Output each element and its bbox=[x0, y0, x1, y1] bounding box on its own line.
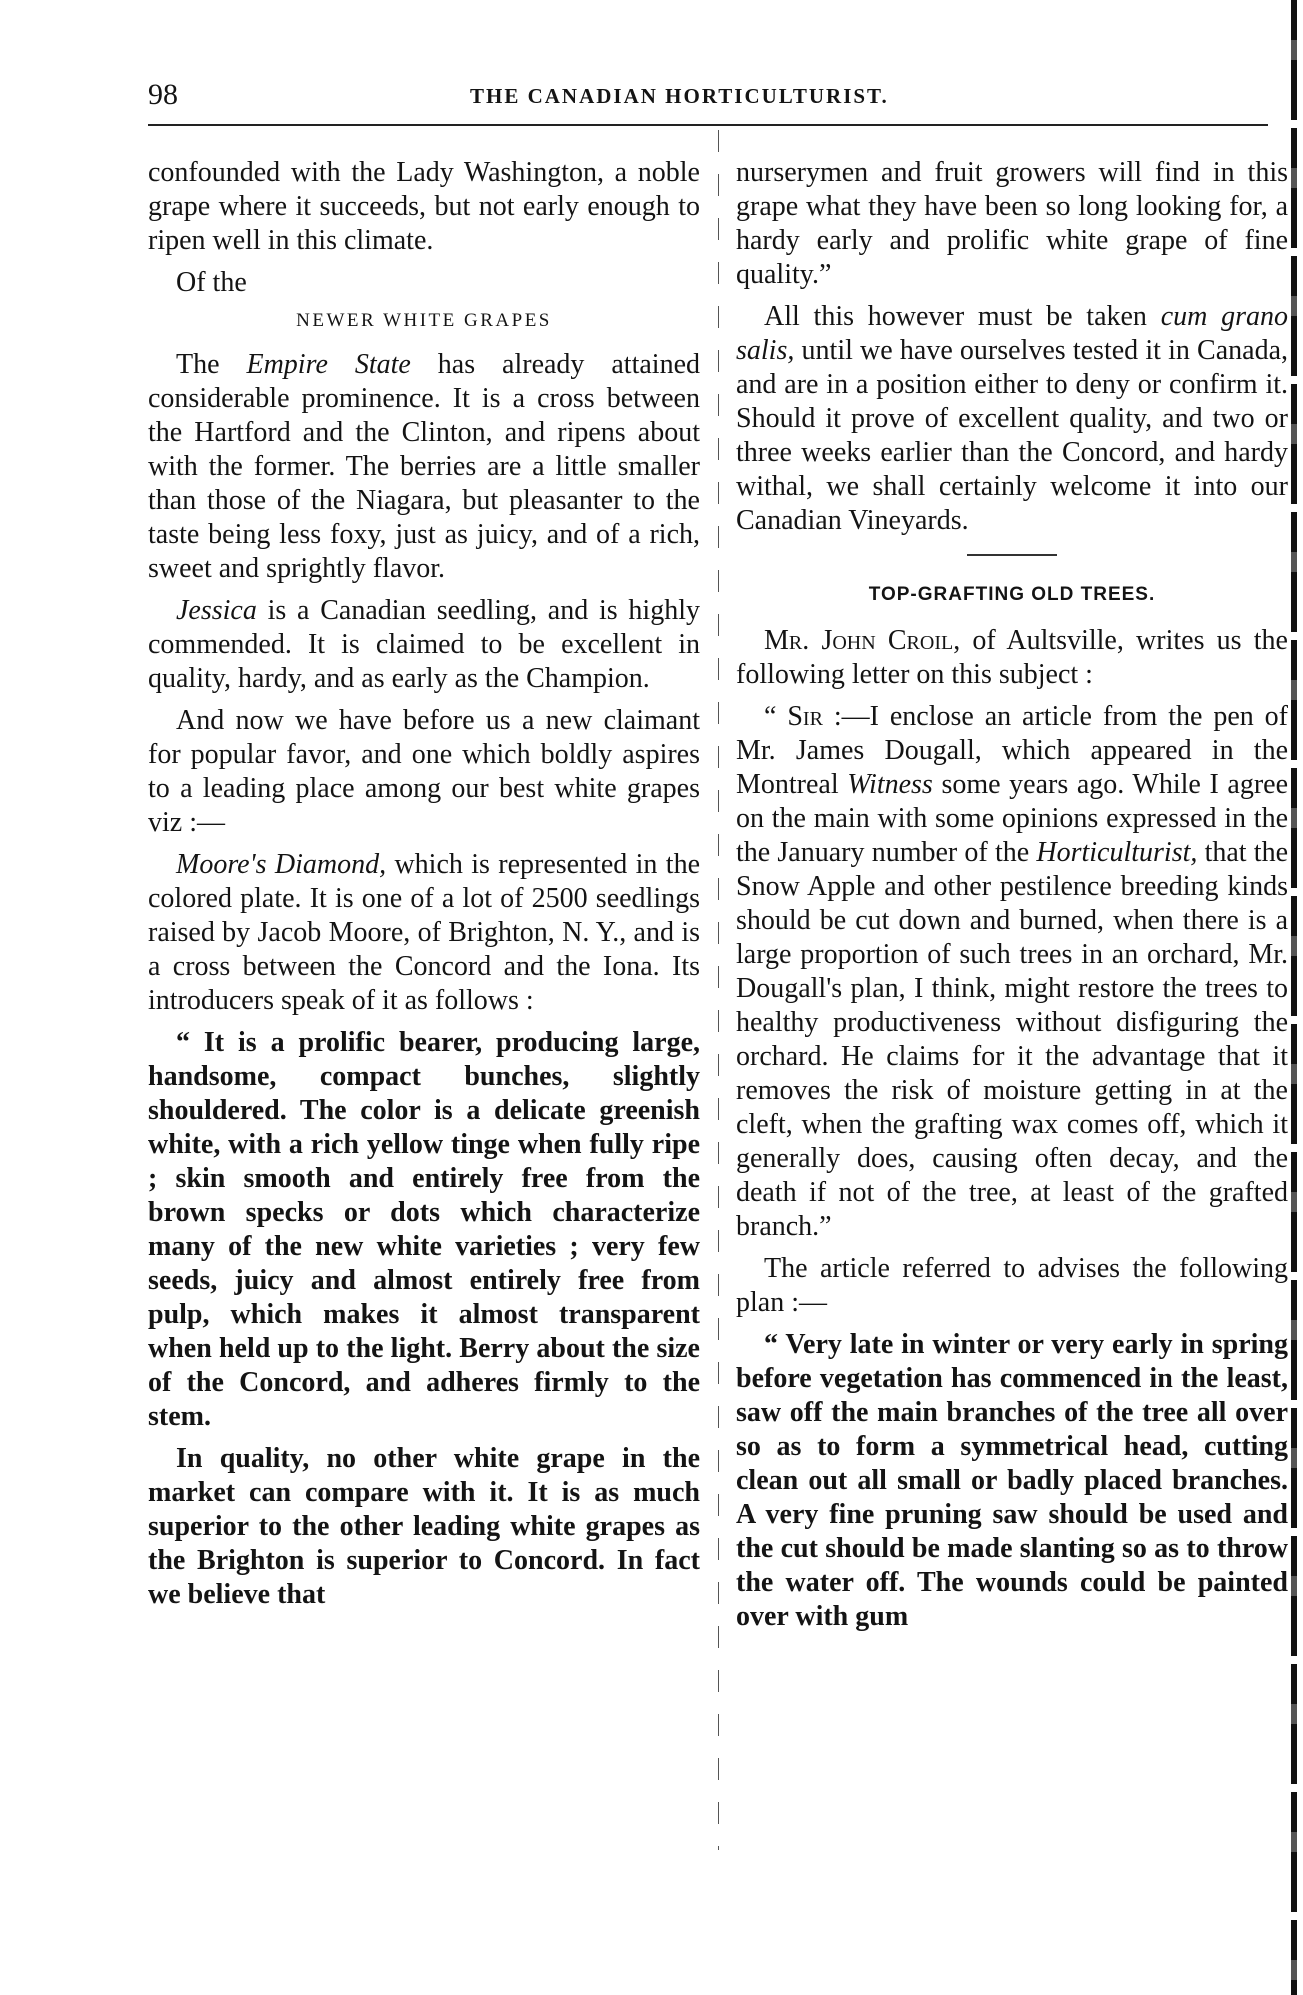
variety-name: Empire State bbox=[246, 349, 411, 380]
paragraph: And now we have before us a new claimant for popular favor, and one which boldly aspires to a leading place among our best white grapes viz :— bbox=[148, 705, 700, 838]
text-run: that the Snow Apple and other pestilence breeding kinds should be cut down and burned, when there is a large proportion of such trees in an orchard, Mr. Dougall's plan, I think, might restore the trees to healthy productiveness without disfiguring the orchard. He claims for it the advantage that it removes the risk of moisture getting in at the cleft, when the grafting wax comes off, which it generally does, causing often decay, and the death if not of the tree, at least of the grafted branch.” bbox=[736, 837, 1288, 1242]
paragraph bbox=[736, 300, 1288, 538]
latin-phrase: cum grano salis, bbox=[736, 301, 1289, 366]
header-rule bbox=[148, 124, 1268, 126]
paragraph: confounded with the Lady Washington, a noble grape where it succeeds, but not early enough to ripen well in this climate. bbox=[148, 157, 700, 256]
paragraph bbox=[148, 348, 700, 586]
paragraph: The article referred to advises the following plan :— bbox=[736, 1253, 1288, 1318]
quoted-paragraph: “ Very late in winter or very early in spring before vegetation has commenced in the least, saw off the main branches of the tree all over so as to form a symmetrical head, cutting clean out all small or badly placed branches. A very fine pruning saw should be used and the cut should be made slanting so as to throw the water off. The wounds could be painted over with gum bbox=[736, 1329, 1288, 1632]
text-run: is a Canadian seedling, and is highly commended. It is claimed to be excellent in quality, hardy, and as early as the Champion. bbox=[148, 595, 700, 694]
variety-name: Jessica bbox=[176, 595, 257, 626]
running-title: THE CANADIAN HORTICULTURIST. bbox=[470, 84, 889, 108]
paragraph: Of the bbox=[176, 267, 247, 298]
quoted-paragraph: In quality, no other white grape in the market can compare with it. It is as much superior to the other leading white grapes as the Brighton is superior to Concord. In fact we believe that bbox=[148, 1443, 700, 1610]
section-divider bbox=[967, 554, 1057, 556]
text-run: has already attained considerable prominence. It is a cross between the Hartford and the Clinton, and ripens about with the former. The berries are a little smaller than those of the Niagara, but pleasanter to the taste being less foxy, just as juicy, and of a rich, sweet and sprightly flavor. bbox=[148, 349, 700, 584]
section-heading: TOP-GRAFTING OLD TREES. bbox=[868, 584, 1156, 605]
text-run: until we have ourselves tested it in Canada, and are in a position either to deny or confirm it. Should it prove of excellent quality, and two or three weeks earlier than the Concord, and hardy withal, we shall certainly welcome it into our Canadian Vineyards. bbox=[736, 335, 1288, 536]
quoted-paragraph: “ It is a prolific bearer, producing large, handsome, compact bunches, slightly shouldered. The color is a delicate greenish white, with a rich yellow tinge when fully ripe ; skin smooth and entirely free from the brown specks or dots which characterize many of the new white varieties ; very few seeds, juicy and almost entirely free from pulp, which makes it almost transparent when held up to the light. Berry about the size of the Concord, and adheres firmly to the stem. bbox=[148, 1027, 700, 1432]
subheading: NEWER WHITE GRAPES bbox=[296, 310, 552, 331]
paragraph bbox=[736, 624, 1288, 692]
text-run: some years ago. While I agree on the main with some opinions expressed in the the January number of the bbox=[736, 769, 1288, 868]
paragraph bbox=[148, 594, 700, 696]
text-run: of Aultsville, writes us the following letter on this subject : bbox=[736, 625, 1288, 690]
variety-name: Moore's Diamond, bbox=[176, 849, 387, 880]
author-name: Mr. John Croil, bbox=[764, 625, 961, 656]
right-column bbox=[736, 156, 1288, 1642]
page-number: 98 bbox=[148, 78, 178, 111]
paragraph: nurserymen and fruit growers will find in this grape what they have been so long looking for, a hardy early and prolific white grape of fine quality.” bbox=[736, 157, 1288, 290]
text-run: :—I enclose an article from the pen of Mr. James Dougall, which appeared in the Montreal bbox=[736, 701, 1289, 800]
publication-name: Witness bbox=[847, 769, 933, 800]
text-run: All this however must be taken bbox=[764, 301, 1161, 332]
salutation: “ Sir bbox=[764, 701, 823, 732]
column-divider bbox=[718, 130, 719, 1850]
left-column bbox=[148, 156, 700, 1620]
text-run: The bbox=[176, 349, 247, 380]
page-header bbox=[148, 78, 1278, 118]
paragraph bbox=[148, 848, 700, 1018]
letter-paragraph bbox=[736, 700, 1288, 1244]
page-edge bbox=[1291, 0, 1297, 1995]
text-run: which is represented in the colored plate. It is one of a lot of 2500 seedlings raised by Jacob Moore, of Brighton, N. Y., and is a cross between the Concord and the Iona. Its introducers speak of it as follows : bbox=[148, 849, 700, 1016]
publication-name: Horticulturist, bbox=[1036, 837, 1198, 868]
